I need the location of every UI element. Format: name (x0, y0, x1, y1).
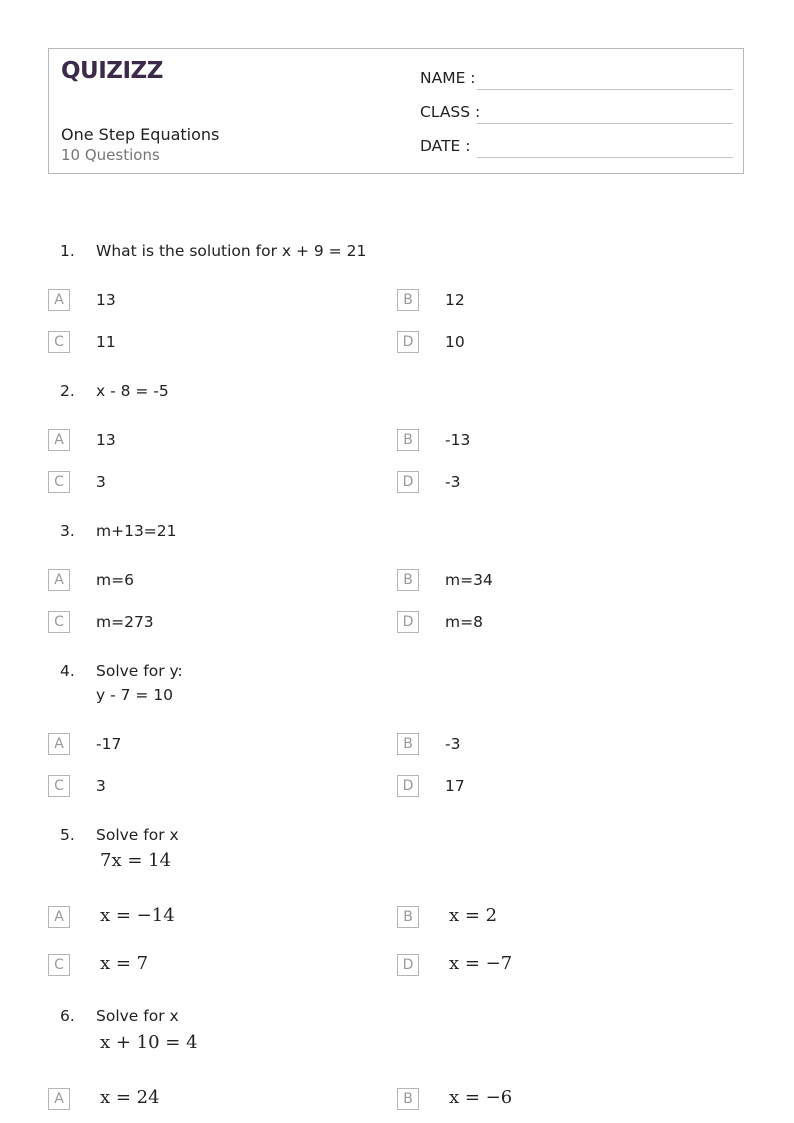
option-d-box: D (397, 954, 419, 976)
option-a-box: A (48, 906, 70, 928)
option-d-text: -3 (445, 473, 461, 491)
option-d-box: D (397, 331, 419, 353)
question-equation: y - 7 = 10 (96, 686, 174, 704)
date-line (477, 157, 733, 158)
worksheet-title: One Step Equations (61, 125, 220, 144)
option-c-box: C (48, 954, 70, 976)
option-b-box: B (397, 569, 419, 591)
option-b-text: -3 (445, 735, 461, 753)
question-equation: 7x = 14 (100, 850, 172, 871)
option-b-box: B (397, 429, 419, 451)
option-c-text: 3 (96, 473, 106, 491)
option-a-text: x = −14 (100, 905, 175, 926)
question-number: 5. (60, 826, 75, 844)
question-text: What is the solution for x + 9 = 21 (96, 242, 367, 260)
option-b-text: -13 (445, 431, 471, 449)
option-a-box: A (48, 429, 70, 451)
option-a-box: A (48, 1088, 70, 1110)
option-c-text: 3 (96, 777, 106, 795)
question-number: 4. (60, 662, 75, 680)
option-a-text: 13 (96, 431, 116, 449)
option-b-text: x = 2 (449, 905, 498, 926)
question-number: 6. (60, 1007, 75, 1025)
question-text: m+13=21 (96, 522, 177, 540)
quizizz-logo: QUIZIZZ (61, 58, 163, 84)
question-text: x - 8 = -5 (96, 382, 169, 400)
option-a-text: x = 24 (100, 1087, 160, 1108)
option-b-text: m=34 (445, 571, 493, 589)
option-a-text: m=6 (96, 571, 134, 589)
question-text: Solve for x (96, 1007, 179, 1025)
option-d-text: m=8 (445, 613, 483, 631)
name-line (477, 89, 733, 90)
question-number: 1. (60, 242, 75, 260)
option-a-box: A (48, 289, 70, 311)
option-d-box: D (397, 611, 419, 633)
class-label: CLASS : (420, 103, 481, 121)
option-a-box: A (48, 569, 70, 591)
option-b-text: 12 (445, 291, 465, 309)
option-d-text: 17 (445, 777, 465, 795)
option-c-box: C (48, 331, 70, 353)
option-c-box: C (48, 471, 70, 493)
name-label: NAME : (420, 69, 476, 87)
option-d-box: D (397, 775, 419, 797)
option-a-box: A (48, 733, 70, 755)
question-number: 3. (60, 522, 75, 540)
option-c-box: C (48, 775, 70, 797)
option-c-box: C (48, 611, 70, 633)
option-d-text: 10 (445, 333, 465, 351)
option-b-box: B (397, 906, 419, 928)
question-equation: x + 10 = 4 (100, 1032, 198, 1053)
option-b-text: x = −6 (449, 1087, 513, 1108)
option-d-text: x = −7 (449, 953, 513, 974)
option-c-text: x = 7 (100, 953, 149, 974)
option-b-box: B (397, 733, 419, 755)
option-c-text: m=273 (96, 613, 154, 631)
date-label: DATE : (420, 137, 471, 155)
option-c-text: 11 (96, 333, 116, 351)
worksheet-header (48, 48, 744, 174)
question-text: Solve for x (96, 826, 179, 844)
option-b-box: B (397, 1088, 419, 1110)
option-a-text: 13 (96, 291, 116, 309)
question-text: Solve for y: (96, 662, 183, 680)
option-d-box: D (397, 471, 419, 493)
class-line (477, 123, 733, 124)
option-a-text: -17 (96, 735, 122, 753)
question-number: 2. (60, 382, 75, 400)
question-count: 10 Questions (61, 146, 160, 164)
option-b-box: B (397, 289, 419, 311)
